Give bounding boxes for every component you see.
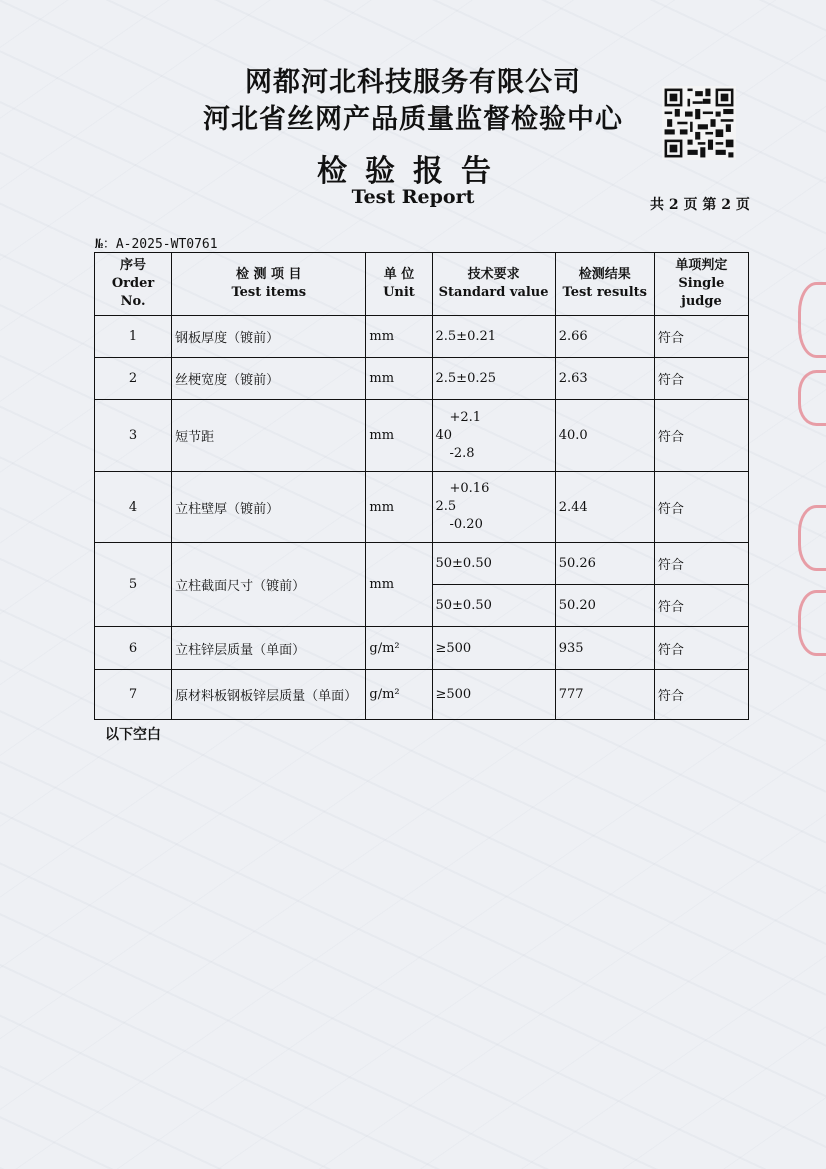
row-judgement: 符合 bbox=[654, 316, 748, 358]
tolerance-lower: -2.8 bbox=[449, 445, 475, 461]
row-unit: mm bbox=[366, 400, 432, 472]
blank-below-note: 以下空白 bbox=[105, 727, 161, 743]
row-test-item: 短节距 bbox=[172, 400, 366, 472]
row-test-item: 丝梗宽度（镀前） bbox=[172, 358, 366, 400]
row-unit: mm bbox=[366, 316, 432, 358]
row-order-no: 6 bbox=[95, 627, 172, 670]
header-test-items: 检 测 项 目 Test items bbox=[172, 253, 366, 316]
red-seal-stamp-lower bbox=[798, 505, 826, 571]
row-standard-value bbox=[432, 472, 555, 543]
page-count: 共 2 页 第 2 页 bbox=[650, 197, 750, 213]
row-unit: g/m² bbox=[366, 627, 432, 670]
row-standard-value: 2.5±0.25 bbox=[432, 358, 555, 400]
table-row bbox=[95, 543, 749, 585]
red-seal-stamp-top bbox=[798, 282, 826, 358]
row-order-no: 5 bbox=[95, 543, 172, 627]
row-test-result: 2.63 bbox=[555, 358, 654, 400]
report-title-en: Test Report bbox=[351, 186, 475, 208]
table-header-row bbox=[95, 253, 749, 316]
row-unit: mm bbox=[366, 472, 432, 543]
row-test-result: 777 bbox=[555, 670, 654, 720]
row-test-item: 钢板厚度（镀前） bbox=[172, 316, 366, 358]
tolerance-base: 2.5 bbox=[435, 499, 457, 514]
row-judgement: 符合 bbox=[654, 670, 748, 720]
row-judgement: 符合 bbox=[654, 543, 748, 585]
table-row bbox=[95, 358, 749, 400]
inspection-center-name: 河北省丝网产品质量监督检验中心 bbox=[203, 104, 623, 135]
row-test-item: 立柱截面尺寸（镀前） bbox=[172, 543, 366, 627]
row-order-no: 1 bbox=[95, 316, 172, 358]
tolerance-upper: +2.1 bbox=[449, 409, 482, 425]
row-unit: mm bbox=[366, 543, 432, 627]
row-test-result: 935 bbox=[555, 627, 654, 670]
row-test-item: 立柱壁厚（镀前） bbox=[172, 472, 366, 543]
row-test-result: 50.20 bbox=[555, 585, 654, 627]
row-test-result: 50.26 bbox=[555, 543, 654, 585]
row-order-no: 7 bbox=[95, 670, 172, 720]
row-order-no: 4 bbox=[95, 472, 172, 543]
header-single-judge: 单项判定 Single judge bbox=[654, 253, 748, 316]
red-seal-stamp-mid bbox=[798, 370, 826, 426]
row-standard-value: ≥500 bbox=[432, 627, 555, 670]
row-order-no: 2 bbox=[95, 358, 172, 400]
row-test-result: 40.0 bbox=[555, 400, 654, 472]
organization-name: 网都河北科技服务有限公司 bbox=[245, 67, 581, 98]
row-judgement: 符合 bbox=[654, 358, 748, 400]
tolerance-lower: -0.20 bbox=[449, 517, 483, 532]
qr-code-icon bbox=[662, 86, 736, 160]
table-row bbox=[95, 400, 749, 472]
row-judgement: 符合 bbox=[654, 585, 748, 627]
report-number: №：A-2025-WT0761 bbox=[95, 237, 218, 252]
test-results-table bbox=[94, 252, 749, 720]
header-test-results: 检测结果 Test results bbox=[555, 253, 654, 316]
tolerance-base: 40 bbox=[435, 427, 453, 443]
row-standard-value: 50±0.50 bbox=[432, 543, 555, 585]
row-judgement: 符合 bbox=[654, 627, 748, 670]
table-row bbox=[95, 670, 749, 720]
row-test-item: 立柱锌层质量（单面） bbox=[172, 627, 366, 670]
header-standard-value: 技术要求 Standard value bbox=[432, 253, 555, 316]
red-seal-stamp-bottom bbox=[798, 590, 826, 656]
row-judgement: 符合 bbox=[654, 472, 748, 543]
table-row bbox=[95, 627, 749, 670]
report-title-cn: 检验报告 bbox=[317, 154, 509, 189]
row-test-item: 原材料板钢板锌层质量（单面） bbox=[172, 670, 366, 720]
row-unit: mm bbox=[366, 358, 432, 400]
row-standard-value: 2.5±0.21 bbox=[432, 316, 555, 358]
header-order-no: 序号 Order No. bbox=[95, 253, 172, 316]
row-test-result: 2.44 bbox=[555, 472, 654, 543]
row-test-result: 2.66 bbox=[555, 316, 654, 358]
row-order-no: 3 bbox=[95, 400, 172, 472]
row-unit: g/m² bbox=[366, 670, 432, 720]
row-standard-value: 50±0.50 bbox=[432, 585, 555, 627]
table-row bbox=[95, 316, 749, 358]
row-judgement: 符合 bbox=[654, 400, 748, 472]
tolerance-upper: +0.16 bbox=[449, 481, 490, 496]
row-standard-value: ≥500 bbox=[432, 670, 555, 720]
header-unit: 单 位 Unit bbox=[366, 253, 432, 316]
row-standard-value bbox=[432, 400, 555, 472]
table-row bbox=[95, 472, 749, 543]
